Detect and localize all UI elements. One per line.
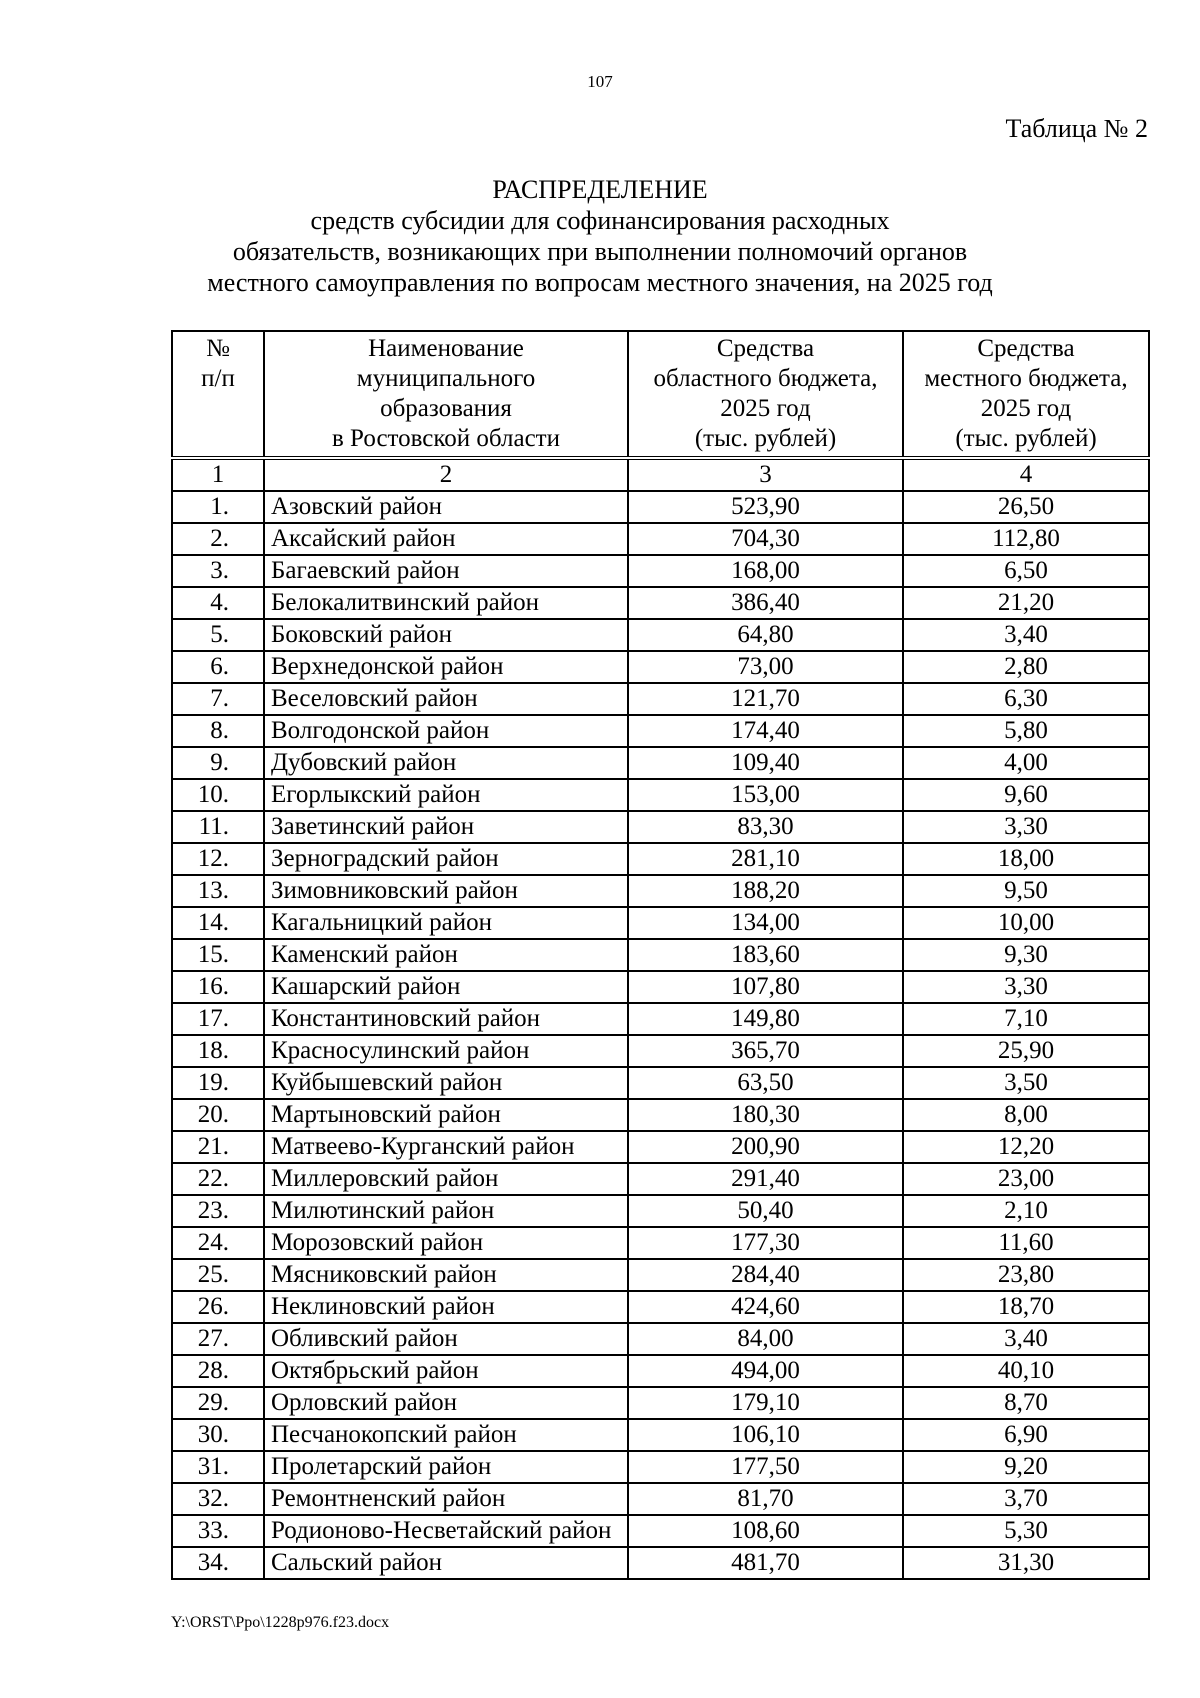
regional-budget-value: 149,80 xyxy=(628,1003,903,1035)
local-budget-value: 9,20 xyxy=(903,1451,1149,1483)
table-row xyxy=(172,683,1149,715)
table-row xyxy=(172,523,1149,555)
regional-budget-value: 281,10 xyxy=(628,843,903,875)
row-number: 7. xyxy=(172,683,264,715)
municipality-name: Зерноградский район xyxy=(264,843,628,875)
regional-budget-value: 386,40 xyxy=(628,587,903,619)
table-row xyxy=(172,1099,1149,1131)
municipality-name: Миллеровский район xyxy=(264,1163,628,1195)
local-budget-value: 8,70 xyxy=(903,1387,1149,1419)
municipality-name: Орловский район xyxy=(264,1387,628,1419)
file-path-footer: Y:\ORST\Ppo\1228p976.f23.docx xyxy=(171,1614,390,1631)
row-number: 16. xyxy=(172,971,264,1003)
local-budget-value: 6,90 xyxy=(903,1419,1149,1451)
row-number: 12. xyxy=(172,843,264,875)
row-number: 27. xyxy=(172,1323,264,1355)
row-number: 3. xyxy=(172,555,264,587)
table-row xyxy=(172,1451,1149,1483)
header-cell-number: № п/п xyxy=(172,331,264,458)
table-row xyxy=(172,651,1149,683)
header-cell-local-budget: Средства местного бюджета, 2025 год (тыс. рублей) xyxy=(903,331,1149,458)
local-budget-value: 23,00 xyxy=(903,1163,1149,1195)
municipality-name: Морозовский район xyxy=(264,1227,628,1259)
regional-budget-value: 424,60 xyxy=(628,1291,903,1323)
local-budget-value: 26,50 xyxy=(903,491,1149,523)
table-row xyxy=(172,1163,1149,1195)
row-number: 34. xyxy=(172,1547,264,1579)
row-number: 28. xyxy=(172,1355,264,1387)
local-budget-value: 9,50 xyxy=(903,875,1149,907)
regional-budget-value: 179,10 xyxy=(628,1387,903,1419)
regional-budget-value: 704,30 xyxy=(628,523,903,555)
table-row xyxy=(172,1419,1149,1451)
municipality-name: Мясниковский район xyxy=(264,1259,628,1291)
local-budget-value: 6,30 xyxy=(903,683,1149,715)
local-budget-value: 9,30 xyxy=(903,939,1149,971)
table-row xyxy=(172,907,1149,939)
table-row xyxy=(172,1259,1149,1291)
title-line: местного самоуправления по вопросам местного значения, на 2025 год xyxy=(207,268,993,297)
regional-budget-value: 83,30 xyxy=(628,811,903,843)
row-number: 4. xyxy=(172,587,264,619)
municipality-name: Песчанокопский район xyxy=(264,1419,628,1451)
table-row xyxy=(172,779,1149,811)
column-number: 1 xyxy=(172,458,264,491)
regional-budget-value: 84,00 xyxy=(628,1323,903,1355)
row-number: 10. xyxy=(172,779,264,811)
regional-budget-value: 200,90 xyxy=(628,1131,903,1163)
title-heading: РАСПРЕДЕЛЕНИЕ xyxy=(492,175,708,204)
distribution-table xyxy=(171,330,1150,1580)
local-budget-value: 6,50 xyxy=(903,555,1149,587)
regional-budget-value: 109,40 xyxy=(628,747,903,779)
row-number: 31. xyxy=(172,1451,264,1483)
table-row xyxy=(172,587,1149,619)
table-row xyxy=(172,1131,1149,1163)
municipality-name: Верхнедонской район xyxy=(264,651,628,683)
row-number: 24. xyxy=(172,1227,264,1259)
table-row xyxy=(172,1035,1149,1067)
row-number: 23. xyxy=(172,1195,264,1227)
local-budget-value: 2,10 xyxy=(903,1195,1149,1227)
regional-budget-value: 180,30 xyxy=(628,1099,903,1131)
table-row xyxy=(172,555,1149,587)
row-number: 8. xyxy=(172,715,264,747)
table-row xyxy=(172,1547,1149,1579)
municipality-name: Белокалитвинский район xyxy=(264,587,628,619)
municipality-name: Константиновский район xyxy=(264,1003,628,1035)
local-budget-value: 31,30 xyxy=(903,1547,1149,1579)
row-number: 15. xyxy=(172,939,264,971)
local-budget-value: 2,80 xyxy=(903,651,1149,683)
column-number-row xyxy=(172,458,1149,491)
regional-budget-value: 81,70 xyxy=(628,1483,903,1515)
table-row xyxy=(172,843,1149,875)
header-row xyxy=(172,331,1149,458)
row-number: 11. xyxy=(172,811,264,843)
row-number: 29. xyxy=(172,1387,264,1419)
municipality-name: Милютинский район xyxy=(264,1195,628,1227)
table-row xyxy=(172,1355,1149,1387)
row-number: 25. xyxy=(172,1259,264,1291)
column-number: 4 xyxy=(903,458,1149,491)
municipality-name: Ремонтненский район xyxy=(264,1483,628,1515)
table-label: Таблица № 2 xyxy=(1005,114,1148,143)
table-row xyxy=(172,491,1149,523)
local-budget-value: 3,40 xyxy=(903,1323,1149,1355)
row-number: 9. xyxy=(172,747,264,779)
regional-budget-value: 291,40 xyxy=(628,1163,903,1195)
row-number: 26. xyxy=(172,1291,264,1323)
local-budget-value: 40,10 xyxy=(903,1355,1149,1387)
title-line: обязательств, возникающих при выполнении полномочий органов xyxy=(232,237,968,266)
local-budget-value: 5,80 xyxy=(903,715,1149,747)
row-number: 6. xyxy=(172,651,264,683)
municipality-name: Мартыновский район xyxy=(264,1099,628,1131)
regional-budget-value: 481,70 xyxy=(628,1547,903,1579)
municipality-name: Аксайский район xyxy=(264,523,628,555)
regional-budget-value: 121,70 xyxy=(628,683,903,715)
municipality-name: Багаевский район xyxy=(264,555,628,587)
row-number: 14. xyxy=(172,907,264,939)
municipality-name: Каменский район xyxy=(264,939,628,971)
municipality-name: Азовский район xyxy=(264,491,628,523)
regional-budget-value: 177,50 xyxy=(628,1451,903,1483)
row-number: 2. xyxy=(172,523,264,555)
regional-budget-value: 153,00 xyxy=(628,779,903,811)
table-row xyxy=(172,875,1149,907)
table-row xyxy=(172,1227,1149,1259)
municipality-name: Кашарский район xyxy=(264,971,628,1003)
row-number: 13. xyxy=(172,875,264,907)
municipality-name: Боковский район xyxy=(264,619,628,651)
regional-budget-value: 63,50 xyxy=(628,1067,903,1099)
row-number: 1. xyxy=(172,491,264,523)
regional-budget-value: 106,10 xyxy=(628,1419,903,1451)
row-number: 30. xyxy=(172,1419,264,1451)
row-number: 20. xyxy=(172,1099,264,1131)
local-budget-value: 3,30 xyxy=(903,971,1149,1003)
row-number: 19. xyxy=(172,1067,264,1099)
regional-budget-value: 183,60 xyxy=(628,939,903,971)
regional-budget-value: 494,00 xyxy=(628,1355,903,1387)
regional-budget-value: 108,60 xyxy=(628,1515,903,1547)
regional-budget-value: 134,00 xyxy=(628,907,903,939)
table-row xyxy=(172,1323,1149,1355)
regional-budget-value: 177,30 xyxy=(628,1227,903,1259)
municipality-name: Дубовский район xyxy=(264,747,628,779)
municipality-name: Зимовниковский район xyxy=(264,875,628,907)
table-row xyxy=(172,619,1149,651)
column-number: 3 xyxy=(628,458,903,491)
title-line: средств субсидии для софинансирования расходных xyxy=(310,206,890,235)
municipality-name: Волгодонской район xyxy=(264,715,628,747)
table-row xyxy=(172,1515,1149,1547)
local-budget-value: 25,90 xyxy=(903,1035,1149,1067)
municipality-name: Сальский район xyxy=(264,1547,628,1579)
row-number: 5. xyxy=(172,619,264,651)
regional-budget-value: 365,70 xyxy=(628,1035,903,1067)
table-row xyxy=(172,1483,1149,1515)
row-number: 33. xyxy=(172,1515,264,1547)
local-budget-value: 23,80 xyxy=(903,1259,1149,1291)
municipality-name: Веселовский район xyxy=(264,683,628,715)
municipality-name: Октябрьский район xyxy=(264,1355,628,1387)
local-budget-value: 21,20 xyxy=(903,587,1149,619)
municipality-name: Пролетарский район xyxy=(264,1451,628,1483)
municipality-name: Обливский район xyxy=(264,1323,628,1355)
row-number: 18. xyxy=(172,1035,264,1067)
row-number: 21. xyxy=(172,1131,264,1163)
table-row xyxy=(172,1003,1149,1035)
municipality-name: Красносулинский район xyxy=(264,1035,628,1067)
municipality-name: Заветинский район xyxy=(264,811,628,843)
document-title xyxy=(0,174,1200,298)
row-number: 17. xyxy=(172,1003,264,1035)
regional-budget-value: 64,80 xyxy=(628,619,903,651)
table-row xyxy=(172,971,1149,1003)
row-number: 22. xyxy=(172,1163,264,1195)
local-budget-value: 9,60 xyxy=(903,779,1149,811)
regional-budget-value: 50,40 xyxy=(628,1195,903,1227)
local-budget-value: 112,80 xyxy=(903,523,1149,555)
regional-budget-value: 174,40 xyxy=(628,715,903,747)
local-budget-value: 7,10 xyxy=(903,1003,1149,1035)
header-cell-name: Наименование муниципального образования в Ростовской области xyxy=(264,331,628,458)
column-number: 2 xyxy=(264,458,628,491)
local-budget-value: 3,30 xyxy=(903,811,1149,843)
municipality-name: Кагальницкий район xyxy=(264,907,628,939)
table-row xyxy=(172,1195,1149,1227)
table-row xyxy=(172,939,1149,971)
municipality-name: Куйбышевский район xyxy=(264,1067,628,1099)
page-number: 107 xyxy=(587,72,613,91)
local-budget-value: 4,00 xyxy=(903,747,1149,779)
local-budget-value: 3,40 xyxy=(903,619,1149,651)
table-row xyxy=(172,715,1149,747)
municipality-name: Матвеево-Курганский район xyxy=(264,1131,628,1163)
table-row xyxy=(172,1291,1149,1323)
local-budget-value: 5,30 xyxy=(903,1515,1149,1547)
local-budget-value: 8,00 xyxy=(903,1099,1149,1131)
table-row xyxy=(172,1387,1149,1419)
local-budget-value: 18,00 xyxy=(903,843,1149,875)
regional-budget-value: 188,20 xyxy=(628,875,903,907)
local-budget-value: 12,20 xyxy=(903,1131,1149,1163)
local-budget-value: 3,50 xyxy=(903,1067,1149,1099)
regional-budget-value: 107,80 xyxy=(628,971,903,1003)
table-row xyxy=(172,811,1149,843)
table-row xyxy=(172,1067,1149,1099)
municipality-name: Неклиновский район xyxy=(264,1291,628,1323)
municipality-name: Родионово-Несветайский район xyxy=(264,1515,628,1547)
regional-budget-value: 284,40 xyxy=(628,1259,903,1291)
local-budget-value: 18,70 xyxy=(903,1291,1149,1323)
municipality-name: Егорлыкский район xyxy=(264,779,628,811)
regional-budget-value: 168,00 xyxy=(628,555,903,587)
regional-budget-value: 523,90 xyxy=(628,491,903,523)
row-number: 32. xyxy=(172,1483,264,1515)
local-budget-value: 10,00 xyxy=(903,907,1149,939)
header-cell-regional-budget: Средства областного бюджета, 2025 год (тыс. рублей) xyxy=(628,331,903,458)
table-row xyxy=(172,747,1149,779)
local-budget-value: 11,60 xyxy=(903,1227,1149,1259)
local-budget-value: 3,70 xyxy=(903,1483,1149,1515)
regional-budget-value: 73,00 xyxy=(628,651,903,683)
